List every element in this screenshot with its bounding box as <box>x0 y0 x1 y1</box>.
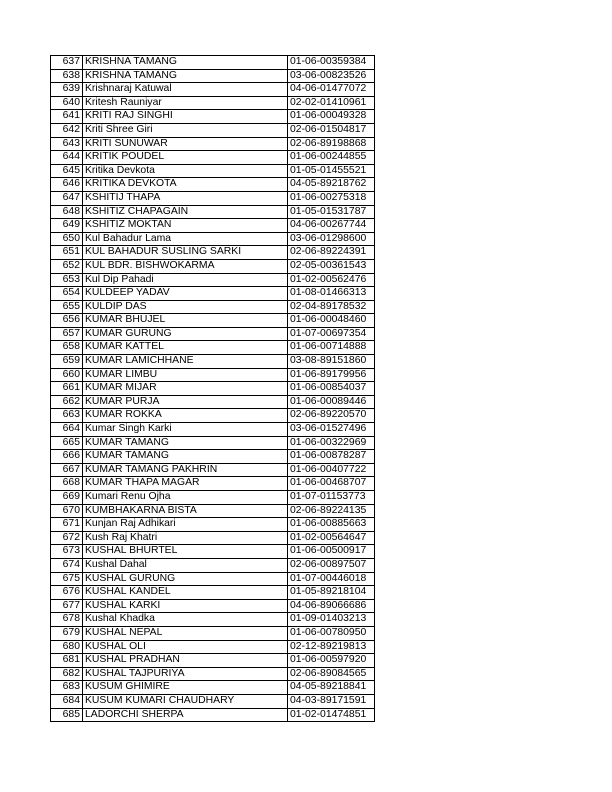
row-code: 01-09-01403213 <box>288 613 375 627</box>
row-serial-number: 674 <box>51 558 83 572</box>
row-serial-number: 678 <box>51 613 83 627</box>
table-row <box>51 273 375 287</box>
row-code: 02-05-00361543 <box>288 259 375 273</box>
row-name: Kush Raj Khatri <box>83 531 288 545</box>
table-row <box>51 626 375 640</box>
table-row <box>51 463 375 477</box>
table-row <box>51 69 375 83</box>
row-code: 02-12-89219813 <box>288 640 375 654</box>
table-row <box>51 246 375 260</box>
table-row <box>51 586 375 600</box>
row-name: KUSHAL GURUNG <box>83 572 288 586</box>
row-name: Kushal Dahal <box>83 558 288 572</box>
row-serial-number: 672 <box>51 531 83 545</box>
row-code: 02-06-89224391 <box>288 246 375 260</box>
row-name: Kumar Singh Karki <box>83 423 288 437</box>
row-name: Kunjan Raj Adhikari <box>83 518 288 532</box>
table-row <box>51 572 375 586</box>
row-serial-number: 667 <box>51 463 83 477</box>
row-name: KUMAR GURUNG <box>83 327 288 341</box>
row-code: 01-06-00714888 <box>288 341 375 355</box>
row-code: 03-06-01298600 <box>288 232 375 246</box>
row-name: KULDEEP YADAV <box>83 287 288 301</box>
row-serial-number: 641 <box>51 110 83 124</box>
row-name: KUSUM KUMARI CHAUDHARY <box>83 694 288 708</box>
row-name: KRITIKA DEVKOTA <box>83 178 288 192</box>
table-row <box>51 259 375 273</box>
row-code: 01-06-00322969 <box>288 436 375 450</box>
table-row <box>51 164 375 178</box>
row-name: KUSHAL PRADHAN <box>83 654 288 668</box>
row-serial-number: 645 <box>51 164 83 178</box>
row-serial-number: 661 <box>51 382 83 396</box>
row-name: KRISHNA TAMANG <box>83 69 288 83</box>
row-serial-number: 658 <box>51 341 83 355</box>
name-list-body <box>51 56 375 722</box>
row-name: Kritesh Rauniyar <box>83 96 288 110</box>
row-code: 01-02-01474851 <box>288 708 375 722</box>
row-code: 03-08-89151860 <box>288 355 375 369</box>
row-name: KRITI SUNUWAR <box>83 137 288 151</box>
row-code: 02-06-00897507 <box>288 558 375 572</box>
table-row <box>51 137 375 151</box>
row-code: 02-06-89198868 <box>288 137 375 151</box>
row-serial-number: 650 <box>51 232 83 246</box>
row-serial-number: 665 <box>51 436 83 450</box>
row-serial-number: 679 <box>51 626 83 640</box>
row-name: KRISHNA TAMANG <box>83 56 288 70</box>
row-serial-number: 670 <box>51 504 83 518</box>
row-name: KUSHAL KARKI <box>83 599 288 613</box>
row-name: KUMAR TAMANG <box>83 436 288 450</box>
table-row <box>51 599 375 613</box>
table-row <box>51 667 375 681</box>
row-code: 03-06-01527496 <box>288 423 375 437</box>
row-serial-number: 662 <box>51 395 83 409</box>
row-serial-number: 681 <box>51 654 83 668</box>
table-row <box>51 368 375 382</box>
row-serial-number: 639 <box>51 83 83 97</box>
row-serial-number: 684 <box>51 694 83 708</box>
row-code: 01-08-01466313 <box>288 287 375 301</box>
row-code: 01-06-00407722 <box>288 463 375 477</box>
table-row <box>51 640 375 654</box>
row-name: Kul Bahadur Lama <box>83 232 288 246</box>
table-row <box>51 314 375 328</box>
row-name: KUSHAL KANDEL <box>83 586 288 600</box>
row-serial-number: 642 <box>51 123 83 137</box>
row-name: KUSHAL BHURTEL <box>83 545 288 559</box>
row-code: 01-06-00854037 <box>288 382 375 396</box>
row-code: 04-06-01477072 <box>288 83 375 97</box>
row-serial-number: 683 <box>51 681 83 695</box>
row-serial-number: 646 <box>51 178 83 192</box>
row-code: 01-06-00597920 <box>288 654 375 668</box>
table-row <box>51 191 375 205</box>
row-code: 01-06-00048460 <box>288 314 375 328</box>
row-serial-number: 649 <box>51 219 83 233</box>
table-row <box>51 491 375 505</box>
row-code: 01-06-00089446 <box>288 395 375 409</box>
row-serial-number: 682 <box>51 667 83 681</box>
row-code: 01-02-00562476 <box>288 273 375 287</box>
row-name: Kritika Devkota <box>83 164 288 178</box>
row-code: 01-06-00500917 <box>288 545 375 559</box>
row-name: Kushal Khadka <box>83 613 288 627</box>
row-name: KUMAR KATTEL <box>83 341 288 355</box>
row-name: Krishnaraj Katuwal <box>83 83 288 97</box>
row-code: 01-06-00468707 <box>288 477 375 491</box>
table-row <box>51 545 375 559</box>
row-serial-number: 676 <box>51 586 83 600</box>
row-serial-number: 644 <box>51 151 83 165</box>
row-serial-number: 638 <box>51 69 83 83</box>
row-serial-number: 668 <box>51 477 83 491</box>
table-row <box>51 409 375 423</box>
row-serial-number: 640 <box>51 96 83 110</box>
row-serial-number: 660 <box>51 368 83 382</box>
row-name: KUMAR MIJAR <box>83 382 288 396</box>
row-serial-number: 671 <box>51 518 83 532</box>
row-name: KUMAR TAMANG <box>83 450 288 464</box>
table-row <box>51 382 375 396</box>
row-name: KRITI RAJ SINGHI <box>83 110 288 124</box>
table-row <box>51 232 375 246</box>
table-row <box>51 96 375 110</box>
row-name: KSHITIZ MOKTAN <box>83 219 288 233</box>
row-serial-number: 663 <box>51 409 83 423</box>
row-serial-number: 648 <box>51 205 83 219</box>
row-code: 04-06-89066686 <box>288 599 375 613</box>
row-serial-number: 669 <box>51 491 83 505</box>
row-name: Kul Dip Pahadi <box>83 273 288 287</box>
row-code: 01-07-01153773 <box>288 491 375 505</box>
row-serial-number: 647 <box>51 191 83 205</box>
table-row <box>51 56 375 70</box>
table-row <box>51 219 375 233</box>
table-row <box>51 436 375 450</box>
row-code: 01-07-00697354 <box>288 327 375 341</box>
row-code: 01-07-00446018 <box>288 572 375 586</box>
table-row <box>51 504 375 518</box>
table-row <box>51 708 375 722</box>
table-row <box>51 327 375 341</box>
row-code: 01-06-89179956 <box>288 368 375 382</box>
row-serial-number: 666 <box>51 450 83 464</box>
table-row <box>51 300 375 314</box>
row-name: KUSHAL TAJPURIYA <box>83 667 288 681</box>
row-serial-number: 657 <box>51 327 83 341</box>
row-serial-number: 653 <box>51 273 83 287</box>
row-code: 02-06-89224135 <box>288 504 375 518</box>
table-row <box>51 178 375 192</box>
row-code: 01-05-01455521 <box>288 164 375 178</box>
table-row <box>51 83 375 97</box>
row-name: KUMAR TAMANG PAKHRIN <box>83 463 288 477</box>
row-code: 01-06-00878287 <box>288 450 375 464</box>
row-code: 04-05-89218841 <box>288 681 375 695</box>
table-row <box>51 151 375 165</box>
row-code: 02-06-89084565 <box>288 667 375 681</box>
table-row <box>51 341 375 355</box>
row-name: LADORCHI SHERPA <box>83 708 288 722</box>
row-code: 01-05-01531787 <box>288 205 375 219</box>
table-row <box>51 518 375 532</box>
row-name: KUMAR PURJA <box>83 395 288 409</box>
row-serial-number: 637 <box>51 56 83 70</box>
row-serial-number: 680 <box>51 640 83 654</box>
name-list-table <box>50 55 375 722</box>
row-serial-number: 664 <box>51 423 83 437</box>
row-name: KUSHAL NEPAL <box>83 626 288 640</box>
table-row <box>51 423 375 437</box>
table-row <box>51 123 375 137</box>
table-row <box>51 654 375 668</box>
row-name: KUMBHAKARNA BISTA <box>83 504 288 518</box>
table-row <box>51 558 375 572</box>
row-name: Kriti Shree Giri <box>83 123 288 137</box>
row-serial-number: 652 <box>51 259 83 273</box>
row-serial-number: 656 <box>51 314 83 328</box>
row-serial-number: 685 <box>51 708 83 722</box>
row-name: KRITIK POUDEL <box>83 151 288 165</box>
row-code: 01-06-00780950 <box>288 626 375 640</box>
table-row <box>51 477 375 491</box>
row-code: 04-03-89171591 <box>288 694 375 708</box>
table-row <box>51 395 375 409</box>
row-serial-number: 643 <box>51 137 83 151</box>
row-code: 02-02-01410961 <box>288 96 375 110</box>
row-serial-number: 651 <box>51 246 83 260</box>
row-name: KSHITIZ CHAPAGAIN <box>83 205 288 219</box>
row-code: 01-06-00275318 <box>288 191 375 205</box>
row-name: KUMAR ROKKA <box>83 409 288 423</box>
table-row <box>51 355 375 369</box>
row-code: 03-06-00823526 <box>288 69 375 83</box>
row-code: 04-05-89218762 <box>288 178 375 192</box>
row-serial-number: 677 <box>51 599 83 613</box>
table-row <box>51 694 375 708</box>
table-row <box>51 531 375 545</box>
row-name: Kumari Renu Ojha <box>83 491 288 505</box>
row-name: KUMAR THAPA MAGAR <box>83 477 288 491</box>
row-code: 04-06-00267744 <box>288 219 375 233</box>
row-code: 01-06-00244855 <box>288 151 375 165</box>
row-code: 02-04-89178532 <box>288 300 375 314</box>
row-name: KUMAR BHUJEL <box>83 314 288 328</box>
row-name: KUL BAHADUR SUSLING SARKI <box>83 246 288 260</box>
row-serial-number: 654 <box>51 287 83 301</box>
row-code: 01-06-00885663 <box>288 518 375 532</box>
row-name: KSHITIJ THAPA <box>83 191 288 205</box>
table-row <box>51 287 375 301</box>
table-row <box>51 681 375 695</box>
row-name: KULDIP DAS <box>83 300 288 314</box>
row-name: KUMAR LIMBU <box>83 368 288 382</box>
row-serial-number: 659 <box>51 355 83 369</box>
row-serial-number: 655 <box>51 300 83 314</box>
row-code: 01-06-00049328 <box>288 110 375 124</box>
row-name: KUSHAL OLI <box>83 640 288 654</box>
row-code: 02-06-89220570 <box>288 409 375 423</box>
row-code: 01-05-89218104 <box>288 586 375 600</box>
table-row <box>51 110 375 124</box>
table-row <box>51 205 375 219</box>
row-name: KUL BDR. BISHWOKARMA <box>83 259 288 273</box>
table-row <box>51 613 375 627</box>
table-row <box>51 450 375 464</box>
row-serial-number: 675 <box>51 572 83 586</box>
row-code: 01-02-00564647 <box>288 531 375 545</box>
row-name: KUMAR LAMICHHANE <box>83 355 288 369</box>
row-name: KUSUM GHIMIRE <box>83 681 288 695</box>
row-serial-number: 673 <box>51 545 83 559</box>
row-code: 01-06-00359384 <box>288 56 375 70</box>
row-code: 02-06-01504817 <box>288 123 375 137</box>
